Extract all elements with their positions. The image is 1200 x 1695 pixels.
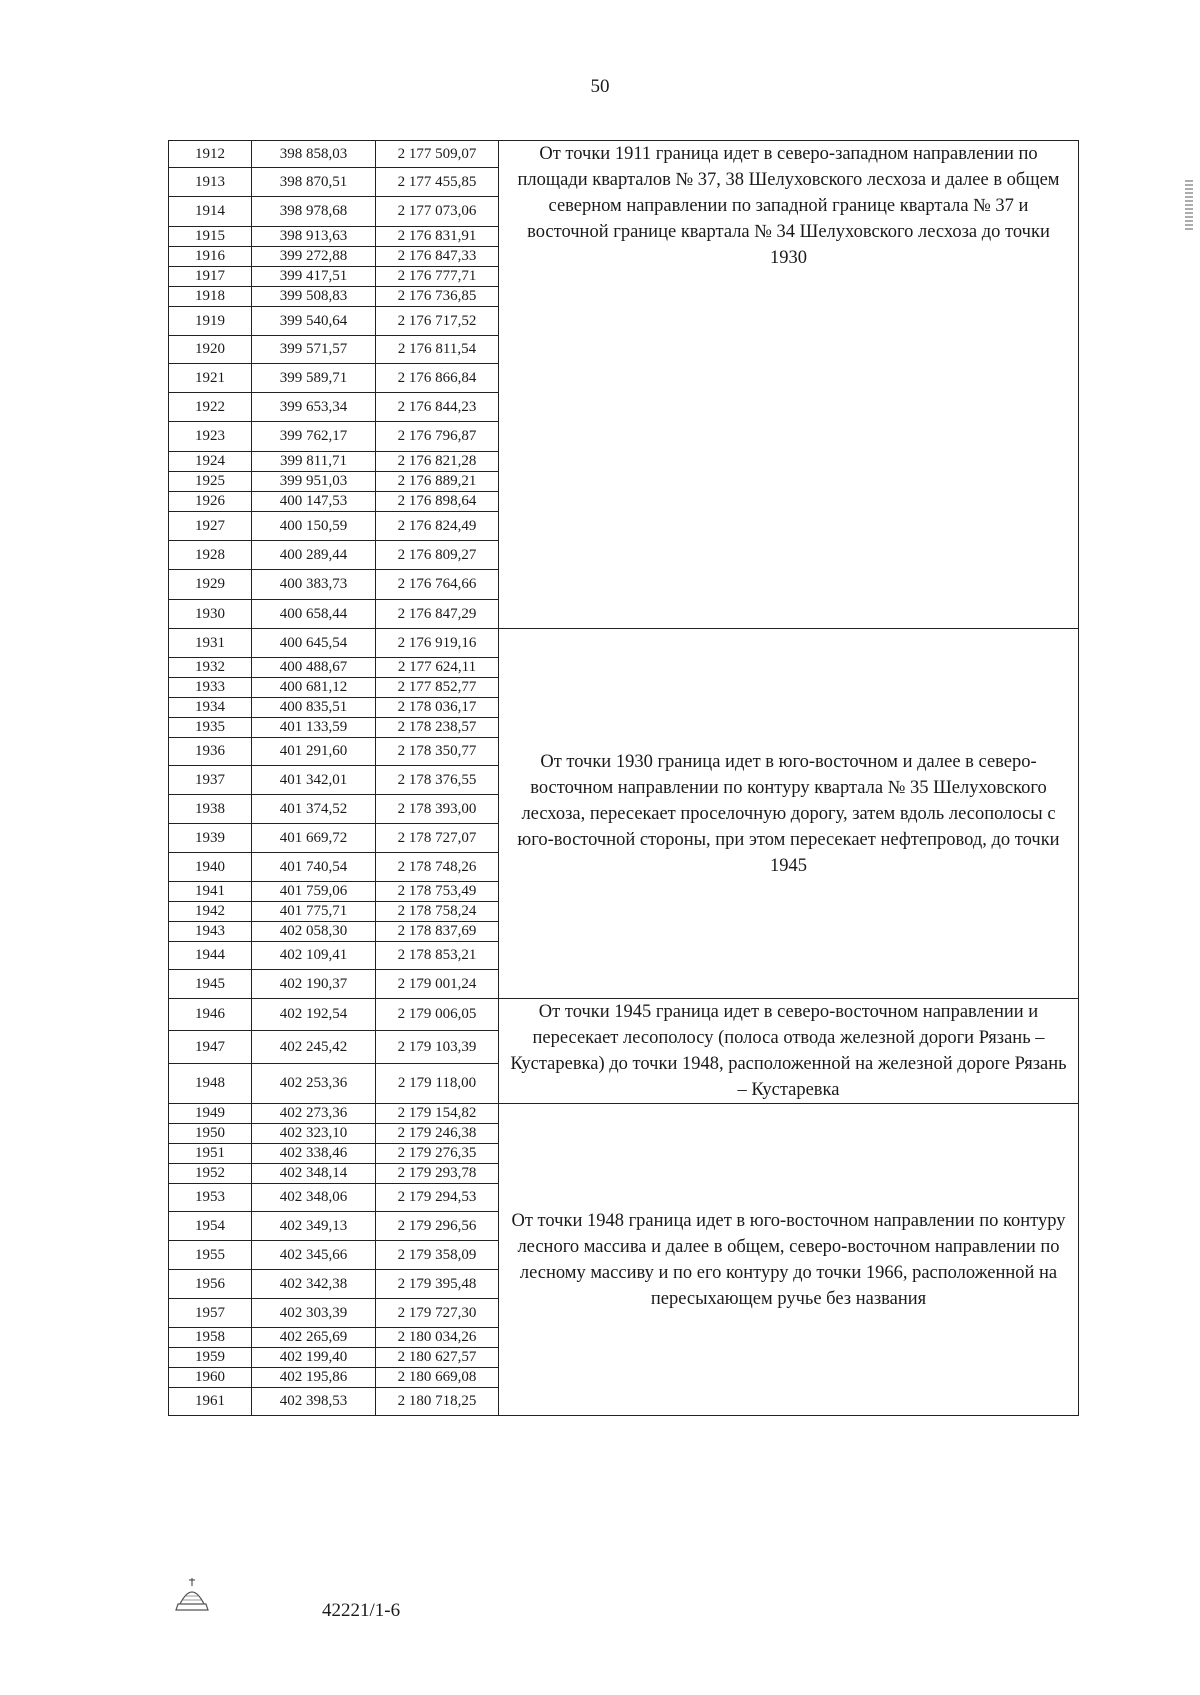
x-coordinate-cell: 399 762,17 <box>252 422 376 452</box>
table-row <box>169 141 1079 168</box>
y-coordinate-cell: 2 176 831,91 <box>376 227 499 247</box>
point-number-cell: 1958 <box>169 1328 252 1348</box>
x-coordinate-cell: 398 913,63 <box>252 227 376 247</box>
y-coordinate-cell: 2 178 758,24 <box>376 902 499 922</box>
point-number-cell: 1933 <box>169 678 252 698</box>
y-coordinate-cell: 2 180 669,08 <box>376 1368 499 1388</box>
point-number-cell: 1943 <box>169 922 252 942</box>
boundary-description-text: От точки 1945 граница идет в северо-восточном направлении и пересекает лесополосу (полоса отвода железной дороги Рязань – Кустаревка) до точки 1948, расположенной на железной дороге Рязань – Кустаревка <box>510 1002 1067 1100</box>
y-coordinate-cell: 2 179 395,48 <box>376 1270 499 1299</box>
page-number: 50 <box>590 76 610 97</box>
point-number-cell: 1946 <box>169 999 252 1031</box>
point-number-cell: 1945 <box>169 970 252 999</box>
x-coordinate-cell: 399 811,71 <box>252 452 376 472</box>
point-number-cell: 1925 <box>169 472 252 492</box>
x-coordinate-cell: 400 658,44 <box>252 600 376 629</box>
point-number-cell: 1930 <box>169 600 252 629</box>
y-coordinate-cell: 2 176 764,66 <box>376 570 499 600</box>
x-coordinate-cell: 402 345,66 <box>252 1241 376 1270</box>
x-coordinate-cell: 401 669,72 <box>252 824 376 853</box>
y-coordinate-cell: 2 176 866,84 <box>376 364 499 393</box>
point-number-cell: 1927 <box>169 512 252 541</box>
x-coordinate-cell: 402 058,30 <box>252 922 376 942</box>
y-coordinate-cell: 2 176 847,33 <box>376 247 499 267</box>
x-coordinate-cell: 402 303,39 <box>252 1299 376 1328</box>
y-coordinate-cell: 2 176 844,23 <box>376 393 499 422</box>
y-coordinate-cell: 2 179 001,24 <box>376 970 499 999</box>
point-number-cell: 1932 <box>169 658 252 678</box>
x-coordinate-cell: 402 192,54 <box>252 999 376 1031</box>
y-coordinate-cell: 2 178 837,69 <box>376 922 499 942</box>
point-number-cell: 1953 <box>169 1184 252 1212</box>
x-coordinate-cell: 402 348,14 <box>252 1164 376 1184</box>
point-number-cell: 1950 <box>169 1124 252 1144</box>
point-number-cell: 1951 <box>169 1144 252 1164</box>
y-coordinate-cell: 2 177 624,11 <box>376 658 499 678</box>
y-coordinate-cell: 2 179 276,35 <box>376 1144 499 1164</box>
table-row <box>169 629 1079 658</box>
point-number-cell: 1941 <box>169 882 252 902</box>
y-coordinate-cell: 2 178 393,00 <box>376 795 499 824</box>
point-number-cell: 1922 <box>169 393 252 422</box>
y-coordinate-cell: 2 176 717,52 <box>376 307 499 336</box>
x-coordinate-cell: 399 589,71 <box>252 364 376 393</box>
point-number-cell: 1937 <box>169 766 252 795</box>
boundary-coordinates-table <box>168 140 1079 1416</box>
x-coordinate-cell: 402 323,10 <box>252 1124 376 1144</box>
boundary-description-text: От точки 1930 граница идет в юго-восточном и далее в северо-восточном направлении по контуру квартала № 35 Шелуховского лесхоза, пересекает проселочную дорогу, затем вдоль лесополосы с юго-восточной стороны, при этом пересекает нефтепровод, до точки 1945 <box>517 751 1060 876</box>
point-number-cell: 1924 <box>169 452 252 472</box>
point-number-cell: 1961 <box>169 1388 252 1416</box>
point-number-cell: 1920 <box>169 336 252 364</box>
y-coordinate-cell: 2 178 238,57 <box>376 718 499 738</box>
x-coordinate-cell: 402 349,13 <box>252 1212 376 1241</box>
y-coordinate-cell: 2 176 811,54 <box>376 336 499 364</box>
y-coordinate-cell: 2 176 796,87 <box>376 422 499 452</box>
y-coordinate-cell: 2 178 036,17 <box>376 698 499 718</box>
x-coordinate-cell: 402 190,37 <box>252 970 376 999</box>
y-coordinate-cell: 2 177 455,85 <box>376 168 499 197</box>
point-number-cell: 1960 <box>169 1368 252 1388</box>
point-number-cell: 1929 <box>169 570 252 600</box>
x-coordinate-cell: 399 540,64 <box>252 307 376 336</box>
point-number-cell: 1947 <box>169 1031 252 1063</box>
x-coordinate-cell: 399 508,83 <box>252 287 376 307</box>
point-number-cell: 1917 <box>169 267 252 287</box>
x-coordinate-cell: 402 342,38 <box>252 1270 376 1299</box>
point-number-cell: 1914 <box>169 197 252 227</box>
y-coordinate-cell: 2 180 627,57 <box>376 1348 499 1368</box>
x-coordinate-cell: 401 133,59 <box>252 718 376 738</box>
y-coordinate-cell: 2 179 154,82 <box>376 1104 499 1124</box>
point-number-cell: 1919 <box>169 307 252 336</box>
point-number-cell: 1949 <box>169 1104 252 1124</box>
point-number-cell: 1959 <box>169 1348 252 1368</box>
y-coordinate-cell: 2 179 727,30 <box>376 1299 499 1328</box>
y-coordinate-cell: 2 178 748,26 <box>376 853 499 882</box>
point-number-cell: 1913 <box>169 168 252 197</box>
boundary-description-cell <box>499 629 1079 999</box>
x-coordinate-cell: 400 488,67 <box>252 658 376 678</box>
table-row <box>169 1104 1079 1124</box>
y-coordinate-cell: 2 180 718,25 <box>376 1388 499 1416</box>
y-coordinate-cell: 2 178 376,55 <box>376 766 499 795</box>
document-code: 42221/1-6 <box>322 1600 401 1621</box>
point-number-cell: 1952 <box>169 1164 252 1184</box>
y-coordinate-cell: 2 179 246,38 <box>376 1124 499 1144</box>
y-coordinate-cell: 2 176 824,49 <box>376 512 499 541</box>
x-coordinate-cell: 402 245,42 <box>252 1031 376 1063</box>
x-coordinate-cell: 402 253,36 <box>252 1063 376 1103</box>
point-number-cell: 1957 <box>169 1299 252 1328</box>
y-coordinate-cell: 2 177 073,06 <box>376 197 499 227</box>
y-coordinate-cell: 2 177 509,07 <box>376 141 499 168</box>
y-coordinate-cell: 2 176 898,64 <box>376 492 499 512</box>
x-coordinate-cell: 400 383,73 <box>252 570 376 600</box>
x-coordinate-cell: 399 653,34 <box>252 393 376 422</box>
y-coordinate-cell: 2 179 296,56 <box>376 1212 499 1241</box>
y-coordinate-cell: 2 178 753,49 <box>376 882 499 902</box>
x-coordinate-cell: 398 978,68 <box>252 197 376 227</box>
x-coordinate-cell: 400 645,54 <box>252 629 376 658</box>
x-coordinate-cell: 401 740,54 <box>252 853 376 882</box>
notary-seal-logo <box>170 1570 214 1614</box>
point-number-cell: 1940 <box>169 853 252 882</box>
point-number-cell: 1942 <box>169 902 252 922</box>
boundary-description-cell <box>499 1104 1079 1416</box>
point-number-cell: 1956 <box>169 1270 252 1299</box>
x-coordinate-cell: 400 289,44 <box>252 541 376 570</box>
x-coordinate-cell: 400 681,12 <box>252 678 376 698</box>
point-number-cell: 1955 <box>169 1241 252 1270</box>
y-coordinate-cell: 2 178 727,07 <box>376 824 499 853</box>
x-coordinate-cell: 400 147,53 <box>252 492 376 512</box>
point-number-cell: 1923 <box>169 422 252 452</box>
x-coordinate-cell: 401 291,60 <box>252 738 376 766</box>
point-number-cell: 1938 <box>169 795 252 824</box>
y-coordinate-cell: 2 176 821,28 <box>376 452 499 472</box>
y-coordinate-cell: 2 179 294,53 <box>376 1184 499 1212</box>
x-coordinate-cell: 400 835,51 <box>252 698 376 718</box>
y-coordinate-cell: 2 176 919,16 <box>376 629 499 658</box>
x-coordinate-cell: 402 265,69 <box>252 1328 376 1348</box>
y-coordinate-cell: 2 178 853,21 <box>376 942 499 970</box>
x-coordinate-cell: 401 775,71 <box>252 902 376 922</box>
x-coordinate-cell: 401 759,06 <box>252 882 376 902</box>
point-number-cell: 1928 <box>169 541 252 570</box>
point-number-cell: 1918 <box>169 287 252 307</box>
x-coordinate-cell: 402 273,36 <box>252 1104 376 1124</box>
point-number-cell: 1921 <box>169 364 252 393</box>
point-number-cell: 1954 <box>169 1212 252 1241</box>
x-coordinate-cell: 399 571,57 <box>252 336 376 364</box>
point-number-cell: 1934 <box>169 698 252 718</box>
y-coordinate-cell: 2 176 847,29 <box>376 600 499 629</box>
point-number-cell: 1926 <box>169 492 252 512</box>
x-coordinate-cell: 402 348,06 <box>252 1184 376 1212</box>
point-number-cell: 1944 <box>169 942 252 970</box>
x-coordinate-cell: 399 272,88 <box>252 247 376 267</box>
point-number-cell: 1931 <box>169 629 252 658</box>
point-number-cell: 1916 <box>169 247 252 267</box>
x-coordinate-cell: 400 150,59 <box>252 512 376 541</box>
y-coordinate-cell: 2 178 350,77 <box>376 738 499 766</box>
table-row <box>169 999 1079 1031</box>
boundary-description-text: От точки 1911 граница идет в северо-западном направлении по площади кварталов № 37, 38 Шелуховского лесхоза и далее в общем северном направлении по западной границе квартала № 37 и восточной границе квартала № 34 Шелуховского лесхоза до точки 1930 <box>517 144 1060 268</box>
point-number-cell: 1912 <box>169 141 252 168</box>
y-coordinate-cell: 2 176 736,85 <box>376 287 499 307</box>
x-coordinate-cell: 402 338,46 <box>252 1144 376 1164</box>
y-coordinate-cell: 2 177 852,77 <box>376 678 499 698</box>
y-coordinate-cell: 2 179 006,05 <box>376 999 499 1031</box>
y-coordinate-cell: 2 179 118,00 <box>376 1063 499 1103</box>
point-number-cell: 1936 <box>169 738 252 766</box>
x-coordinate-cell: 398 858,03 <box>252 141 376 168</box>
point-number-cell: 1939 <box>169 824 252 853</box>
y-coordinate-cell: 2 176 889,21 <box>376 472 499 492</box>
y-coordinate-cell: 2 176 777,71 <box>376 267 499 287</box>
x-coordinate-cell: 402 109,41 <box>252 942 376 970</box>
scan-edge-mark <box>1185 180 1193 230</box>
y-coordinate-cell: 2 179 103,39 <box>376 1031 499 1063</box>
x-coordinate-cell: 401 374,52 <box>252 795 376 824</box>
x-coordinate-cell: 399 951,03 <box>252 472 376 492</box>
boundary-description-cell <box>499 999 1079 1104</box>
y-coordinate-cell: 2 179 358,09 <box>376 1241 499 1270</box>
boundary-description-text: От точки 1948 граница идет в юго-восточном направлении по контуру лесного массива и далее в общем, северо-восточном направлении по лесному массиву и по его контуру до точки 1966, расположенной на пересыхающем ручье без названия <box>511 1210 1066 1309</box>
x-coordinate-cell: 398 870,51 <box>252 168 376 197</box>
x-coordinate-cell: 401 342,01 <box>252 766 376 795</box>
x-coordinate-cell: 402 195,86 <box>252 1368 376 1388</box>
x-coordinate-cell: 402 199,40 <box>252 1348 376 1368</box>
y-coordinate-cell: 2 179 293,78 <box>376 1164 499 1184</box>
y-coordinate-cell: 2 176 809,27 <box>376 541 499 570</box>
point-number-cell: 1915 <box>169 227 252 247</box>
point-number-cell: 1948 <box>169 1063 252 1103</box>
y-coordinate-cell: 2 180 034,26 <box>376 1328 499 1348</box>
x-coordinate-cell: 399 417,51 <box>252 267 376 287</box>
x-coordinate-cell: 402 398,53 <box>252 1388 376 1416</box>
boundary-description-cell <box>499 141 1079 629</box>
point-number-cell: 1935 <box>169 718 252 738</box>
